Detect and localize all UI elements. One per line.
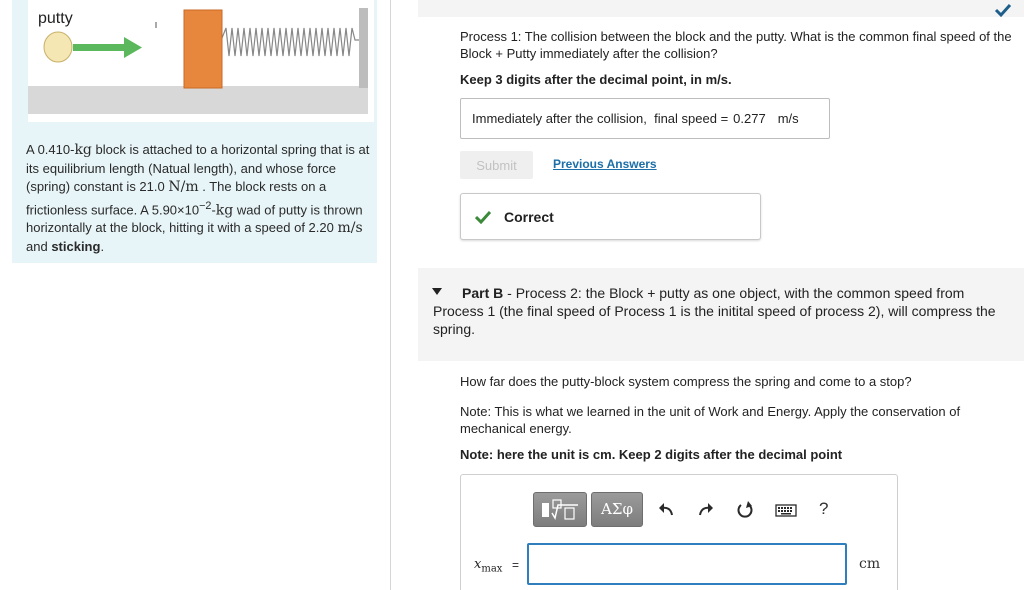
undo-icon[interactable]: [657, 501, 675, 519]
templates-icon: [534, 493, 588, 526]
problem-text-1: A 0.410-: [26, 142, 75, 157]
feedback-text: Correct: [504, 208, 554, 225]
part-b-question: How far does the putty-block system compress the spring and come to a stop?: [460, 374, 912, 389]
unit-n-per-m: N/m: [168, 179, 199, 195]
part-b-title: Part B: [462, 285, 504, 301]
correct-check-icon: [475, 210, 491, 224]
part-a-header: [418, 0, 1024, 17]
part-b-header[interactable]: [418, 268, 1024, 361]
help-button[interactable]: ?: [819, 499, 829, 518]
emphasis-sticking: sticking: [51, 238, 101, 254]
answer-editor: [460, 474, 898, 590]
part-b-description: [433, 284, 1013, 338]
problem-text-2: block is attached to a horizontal spring that is at its equilibrium length (Natual length), and whose force (spring) constant is 21.0: [26, 142, 370, 194]
problem-text-5: wad of putty is thrown horizontally at the block, hitting it with a speed of 2.20: [26, 201, 363, 236]
redo-icon[interactable]: [697, 501, 715, 519]
putty-blob: [44, 32, 72, 62]
var-x: x: [474, 557, 482, 572]
figure-label-putty: putty: [38, 10, 73, 27]
reset-icon[interactable]: [736, 501, 754, 519]
greek-symbols-label: ΑΣφ: [601, 500, 633, 518]
wall: [359, 8, 368, 88]
exponent: −2: [199, 199, 212, 212]
spring: [222, 28, 359, 56]
unit-m-per-s: m/s: [337, 220, 363, 237]
spring-block-diagram: [28, 0, 374, 122]
ground: [28, 86, 368, 114]
problem-text-7: .: [100, 238, 105, 254]
velocity-arrow-head: [124, 37, 142, 58]
part-b-note-1: Note: This is what we learned in the unit of Work and Energy. Apply the conservation of mechanical energy.: [460, 404, 961, 436]
problem-statement: [26, 141, 371, 256]
part-b-desc-text: Process 2: the Block + putty as one object, with the common speed from Process 1 (the final speed of Process 1 is the initital speed of process 2), will compress the spring.: [433, 285, 996, 337]
unit-kg: kg: [74, 142, 92, 158]
xmax-answer-input[interactable]: [527, 543, 847, 585]
column-divider: [390, 0, 391, 590]
part-b-sep: -: [503, 285, 516, 301]
part-a-answer-box: [460, 98, 830, 139]
answer-unit-cm: cm: [859, 556, 881, 572]
feedback-correct: [460, 193, 761, 240]
previous-answers-link[interactable]: Previous Answers: [553, 157, 657, 171]
var-sub-max: max: [481, 563, 503, 575]
block: [184, 10, 222, 88]
answer-unit: m/s: [777, 111, 799, 126]
problem-figure: [28, 0, 374, 122]
submit-button[interactable]: Submit: [460, 151, 533, 179]
part-a-question: Process 1: The collision between the block and the putty. What is the common final speed of the Block + Putty immediately after the collision?: [460, 29, 1012, 61]
problem-text-6: and: [26, 238, 52, 254]
answer-value: 0.277: [733, 111, 766, 126]
part-a-precision-note: Keep 3 digits after the decimal point, in m/s.: [460, 72, 732, 87]
velocity-arrow-shaft: [73, 44, 125, 51]
problem-panel: [12, 0, 377, 263]
unit-kg-2: kg: [215, 201, 234, 218]
answer-prefix: Immediately after the collision, final speed =: [472, 111, 729, 126]
problem-text-3: . The block rests on a frictionless surface. A 5.90×10: [26, 179, 327, 217]
check-icon: [994, 2, 1012, 18]
templates-button[interactable]: [533, 492, 587, 527]
input-variable-label: [474, 557, 502, 575]
keyboard-icon[interactable]: [775, 501, 797, 519]
part-b-note-2: Note: here the unit is cm. Keep 2 digits after the decimal point: [460, 447, 843, 462]
greek-symbols-button[interactable]: [591, 492, 643, 527]
problem-text-4: -: [211, 201, 216, 217]
input-equals: =: [512, 558, 520, 572]
